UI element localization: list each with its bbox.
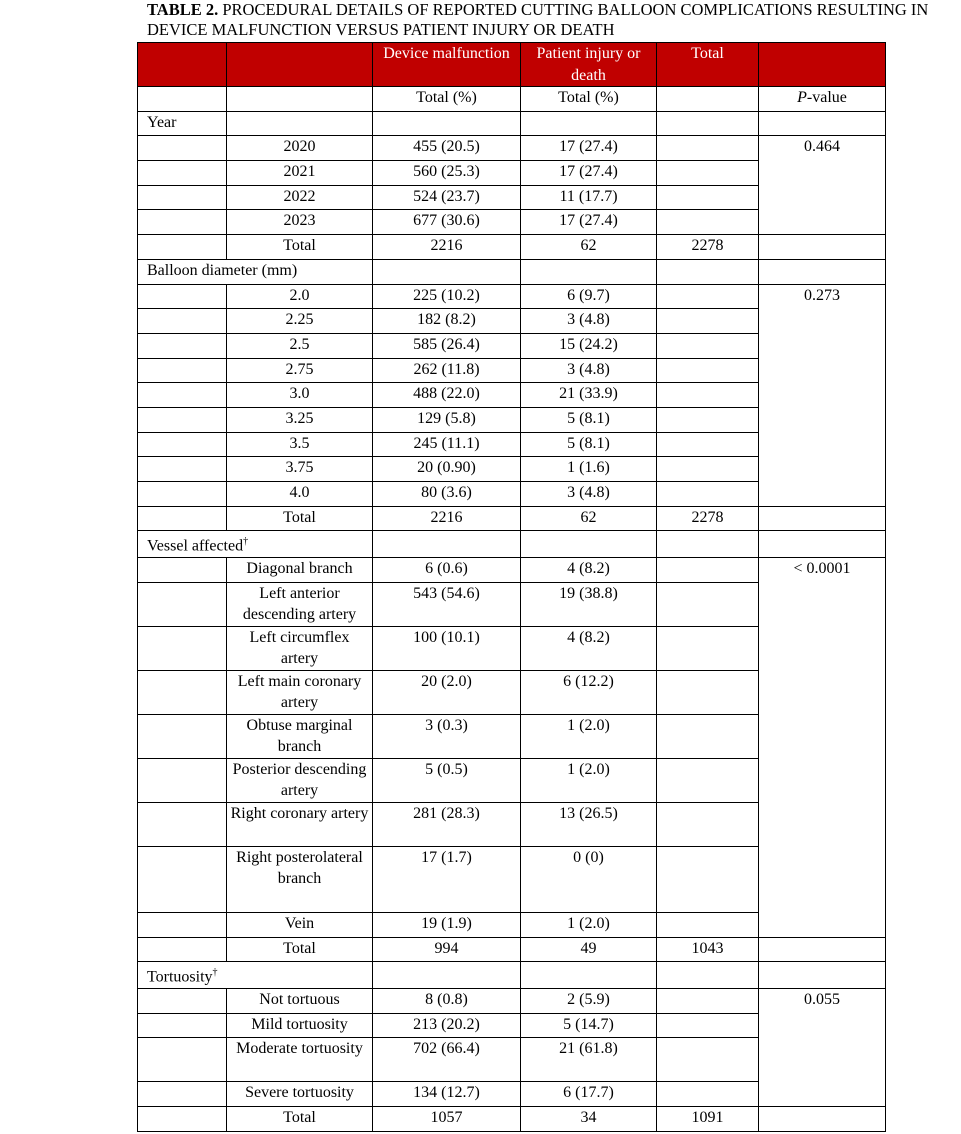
- table-row: 2.0 225 (10.2) 6 (9.7) 0.273: [138, 284, 886, 309]
- pvalue: 0.273: [759, 284, 886, 309]
- total-row: Total 2216 62 2278: [138, 506, 886, 531]
- subheader-device: Total (%): [373, 87, 521, 112]
- header-empty-6: [759, 43, 886, 87]
- table-row: 2.75 262 (11.8) 3 (4.8): [138, 358, 886, 383]
- pvalue: < 0.0001: [759, 558, 886, 583]
- subheader-row: [138, 87, 886, 112]
- total-row: Total 994 49 1043: [138, 937, 886, 962]
- table-row: Left anterior descending artery 543 (54.6) 19 (38.8): [138, 582, 886, 626]
- table-row: 3.5 245 (11.1) 5 (8.1): [138, 432, 886, 457]
- table-row: Moderate tortuosity 702 (66.4) 21 (61.8): [138, 1038, 886, 1082]
- pvalue: 0.464: [759, 136, 886, 161]
- section-vessel: [138, 531, 886, 558]
- table-row: 2023 677 (30.6) 17 (27.4): [138, 210, 886, 235]
- table-row: 2.25 182 (8.2) 3 (4.8): [138, 309, 886, 334]
- table-row: 2020 455 (20.5) 17 (27.4) 0.464: [138, 136, 886, 161]
- table-row: 2.5 585 (26.4) 15 (24.2): [138, 333, 886, 358]
- data-table: [137, 42, 886, 1132]
- section-title: Vessel affected†: [138, 531, 373, 558]
- table-caption: [147, 0, 947, 40]
- total-row: Total 1057 34 1091: [138, 1107, 886, 1132]
- table-row: Obtuse marginal branch 3 (0.3) 1 (2.0): [138, 714, 886, 758]
- section-balloon: [138, 259, 886, 284]
- dagger-mark: †: [243, 536, 249, 548]
- total-row: Total 2216 62 2278: [138, 235, 886, 260]
- header-patient: Patient injury or death: [521, 43, 657, 87]
- table-row: Severe tortuosity 134 (12.7) 6 (17.7): [138, 1082, 886, 1107]
- table-row: 4.0 80 (3.6) 3 (4.8): [138, 482, 886, 507]
- table-row: 2022 524 (23.7) 11 (17.7): [138, 185, 886, 210]
- table-row: 3.0 488 (22.0) 21 (33.9): [138, 383, 886, 408]
- table-row: Left main coronary artery 20 (2.0) 6 (12.2): [138, 670, 886, 714]
- table-row: 3.75 20 (0.90) 1 (1.6): [138, 457, 886, 482]
- header-total: Total: [657, 43, 759, 87]
- table-row: Posterior descending artery 5 (0.5) 1 (2.0): [138, 758, 886, 802]
- section-title: Tortuosity†: [138, 962, 373, 989]
- table-row: 3.25 129 (5.8) 5 (8.1): [138, 407, 886, 432]
- header-device: Device malfunction: [373, 43, 521, 87]
- table-row: 2021 560 (25.3) 17 (27.4): [138, 161, 886, 186]
- section-title: Balloon diameter (mm): [138, 259, 373, 284]
- dagger-mark: †: [212, 967, 218, 979]
- table-row: Vein 19 (1.9) 1 (2.0): [138, 912, 886, 937]
- pvalue: 0.055: [759, 989, 886, 1014]
- table-row: Mild tortuosity 213 (20.2) 5 (14.7): [138, 1013, 886, 1038]
- table-row: Right posterolateral branch 17 (1.7) 0 (0): [138, 846, 886, 912]
- section-tortuosity: [138, 962, 886, 989]
- section-title: Year: [138, 111, 227, 136]
- header-empty-2: [227, 43, 373, 87]
- subheader-pvalue: P-value: [759, 87, 886, 112]
- table-title: PROCEDURAL DETAILS OF REPORTED CUTTING BALLOON COMPLICATIONS RESULTING IN DEVICE MALFUNCTION VERSUS PATIENT INJURY OR DEATH: [147, 0, 929, 39]
- table-label: TABLE 2.: [147, 0, 219, 19]
- table-row: Diagonal branch 6 (0.6) 4 (8.2) < 0.0001: [138, 558, 886, 583]
- section-year: [138, 111, 886, 136]
- header-row: [138, 43, 886, 87]
- header-empty-1: [138, 43, 227, 87]
- table-row: Left circumflex artery 100 (10.1) 4 (8.2): [138, 626, 886, 670]
- table-row: Not tortuous 8 (0.8) 2 (5.9) 0.055: [138, 989, 886, 1014]
- table-row: Right coronary artery 281 (28.3) 13 (26.5): [138, 802, 886, 846]
- subheader-patient: Total (%): [521, 87, 657, 112]
